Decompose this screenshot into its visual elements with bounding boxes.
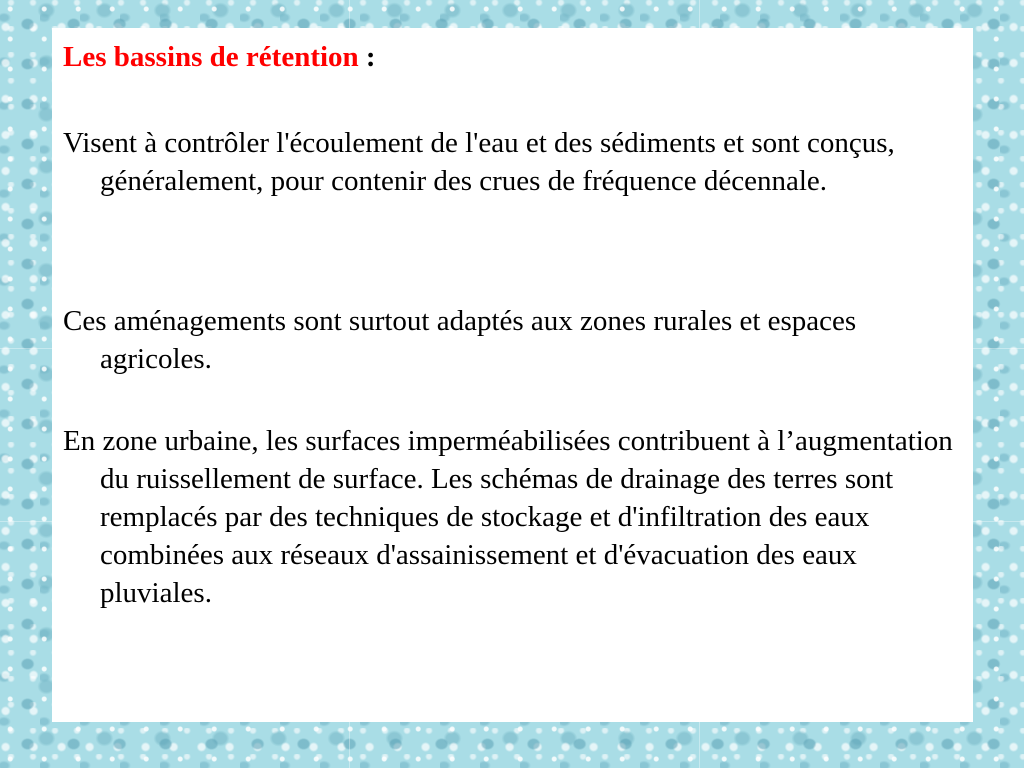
slide-title [63,40,963,74]
paragraph-purpose: Visent à contrôler l'écoulement de l'eau et des sédiments et sont conçus, généralement, pour contenir des crues de fréquence décennale. [63,127,895,197]
slide-title-colon: : [358,41,376,73]
paragraph-rural-use: Ces aménagements sont surtout adaptés aux zones rurales et espaces agricoles. [63,305,857,375]
paragraph-urban-zone: En zone urbaine, les surfaces imperméabilisées contribuent à l’augmentation du ruissellement de surface. Les schémas de drainage des terres sont remplacés par des techniques de stockage et d'infiltration des eaux combinées aux réseaux d'assainissement et d'évacuation des eaux pluviales. [63,425,953,609]
slide-content-panel [52,28,973,722]
slide-title-text: Les bassins de rétention [63,41,359,73]
